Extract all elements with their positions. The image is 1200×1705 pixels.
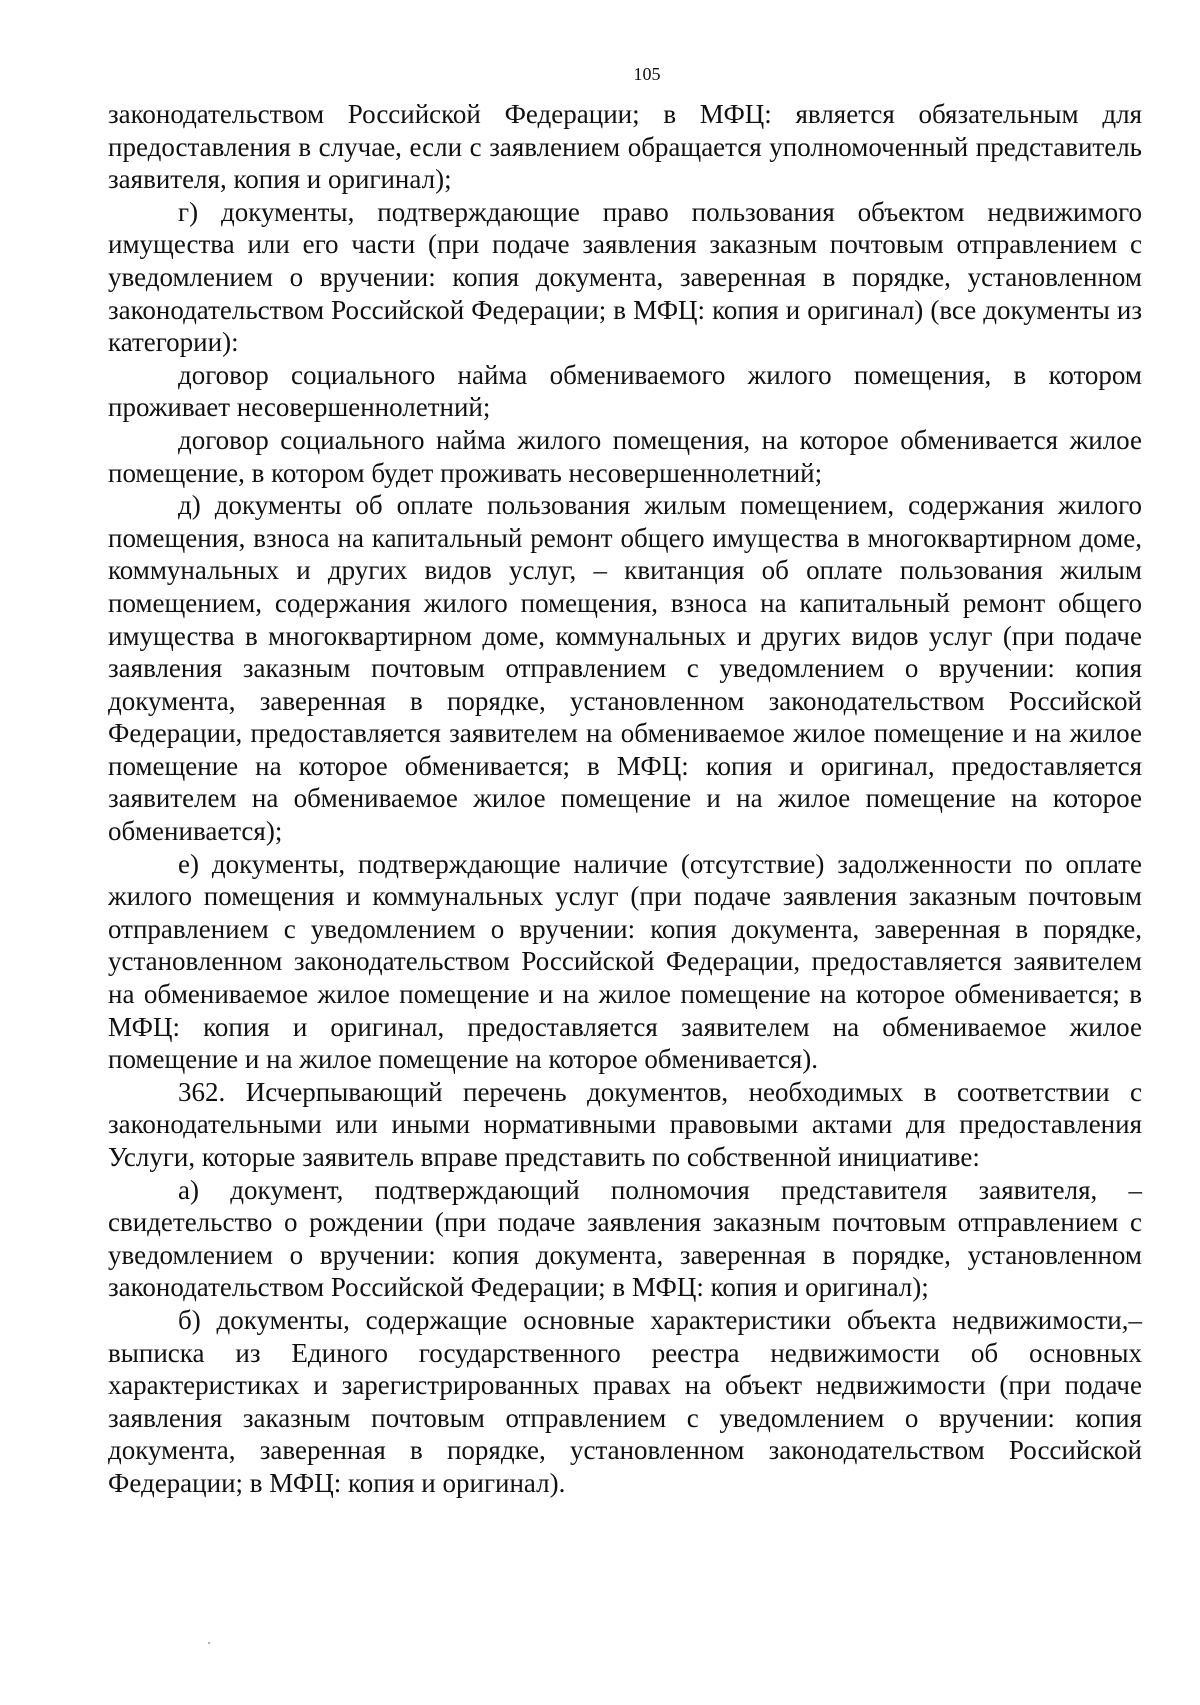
paragraph-item-g: г) документы, подтверждающие право пользования объектом недвижимого имущества или его части (при подаче заявления заказным почтовым отправлением с уведомлением о вручении: копия документа, заверенная в порядке, установленном законодательством Российской Федерации; в МФЦ: копия и оригинал) (все документы из категории): <box>108 196 1142 358</box>
paragraph-contract-exchanged: договор социального найма обмениваемого жилого помещения, в котором проживает несовершеннолетний; <box>108 359 1142 423</box>
paragraph-item-d: д) документы об оплате пользования жилым помещением, содержания жилого помещения, взноса на капитальный ремонт общего имущества в многоквартирном доме, коммунальных и других видов услуг, – квитанция об оплате пользования жилым помещением, содержания жилого помещения, взноса на капитальный ремонт общего имущества в многоквартирном доме, коммунальных и других видов услуг (при подаче заявления заказным почтовым отправлением с уведомлением о вручении: копия документа, заверенная в порядке, установленном законодательством Российской Федерации, предоставляется заявителем на обмениваемое жилое помещение и на жилое помещение на которое обменивается; в МФЦ: копия и оригинал, предоставляется заявителем на обмениваемое жилое помещение и на жилое помещение на которое обменивается); <box>108 490 1142 847</box>
paragraph-item-e: е) документы, подтверждающие наличие (отсутствие) задолженности по оплате жилого помещения и коммунальных услуг (при подаче заявления заказным почтовым отправлением с уведомлением о вручении: копия документа, заверенная в порядке, установленном законодательством Российской Федерации, предоставляется заявителем на обмениваемое жилое помещение и на жилое помещение на которое обменивается; в МФЦ: копия и оригинал, предоставляется заявителем на обмениваемое жилое помещение и на жилое помещение на которое обменивается). <box>108 848 1142 1075</box>
scan-dot <box>208 1642 210 1644</box>
paragraph-continuation: законодательством Российской Федерации; в МФЦ: является обязательным для предоставления в случае, если с заявлением обращается уполномоченный представитель заявителя, копия и оригинал); <box>108 99 1142 195</box>
paragraph-item-b: б) документы, содержащие основные характеристики объекта недвижимости,– выписка из Единого государственного реестра недвижимости об основных характеристиках и зарегистрированных правах на объект недвижимости (при подаче заявления заказным почтовым отправлением с уведомлением о вручении: копия документа, заверенная в порядке, установленном законодательством Российской Федерации; в МФЦ: копия и оригинал). <box>108 1304 1142 1498</box>
paragraph-section-362: 362. Исчерпывающий перечень документов, необходимых в соответствии с законодательными или иными нормативными правовыми актами для предоставления Услуги, которые заявитель вправе представить по собственной инициативе: <box>108 1076 1142 1172</box>
paragraph-contract-target: договор социального найма жилого помещения, на которое обменивается жилое помещение, в котором будет проживать несовершеннолетний; <box>108 424 1142 488</box>
paragraph-item-a: а) документ, подтверждающий полномочия представителя заявителя, – свидетельство о рождении (при подаче заявления заказным почтовым отправлением с уведомлением о вручении: копия документа, заверенная в порядке, установленном законодательством Российской Федерации; в МФЦ: копия и оригинал); <box>108 1174 1142 1303</box>
page-number: 105 <box>633 64 661 84</box>
document-body <box>108 98 1142 1500</box>
